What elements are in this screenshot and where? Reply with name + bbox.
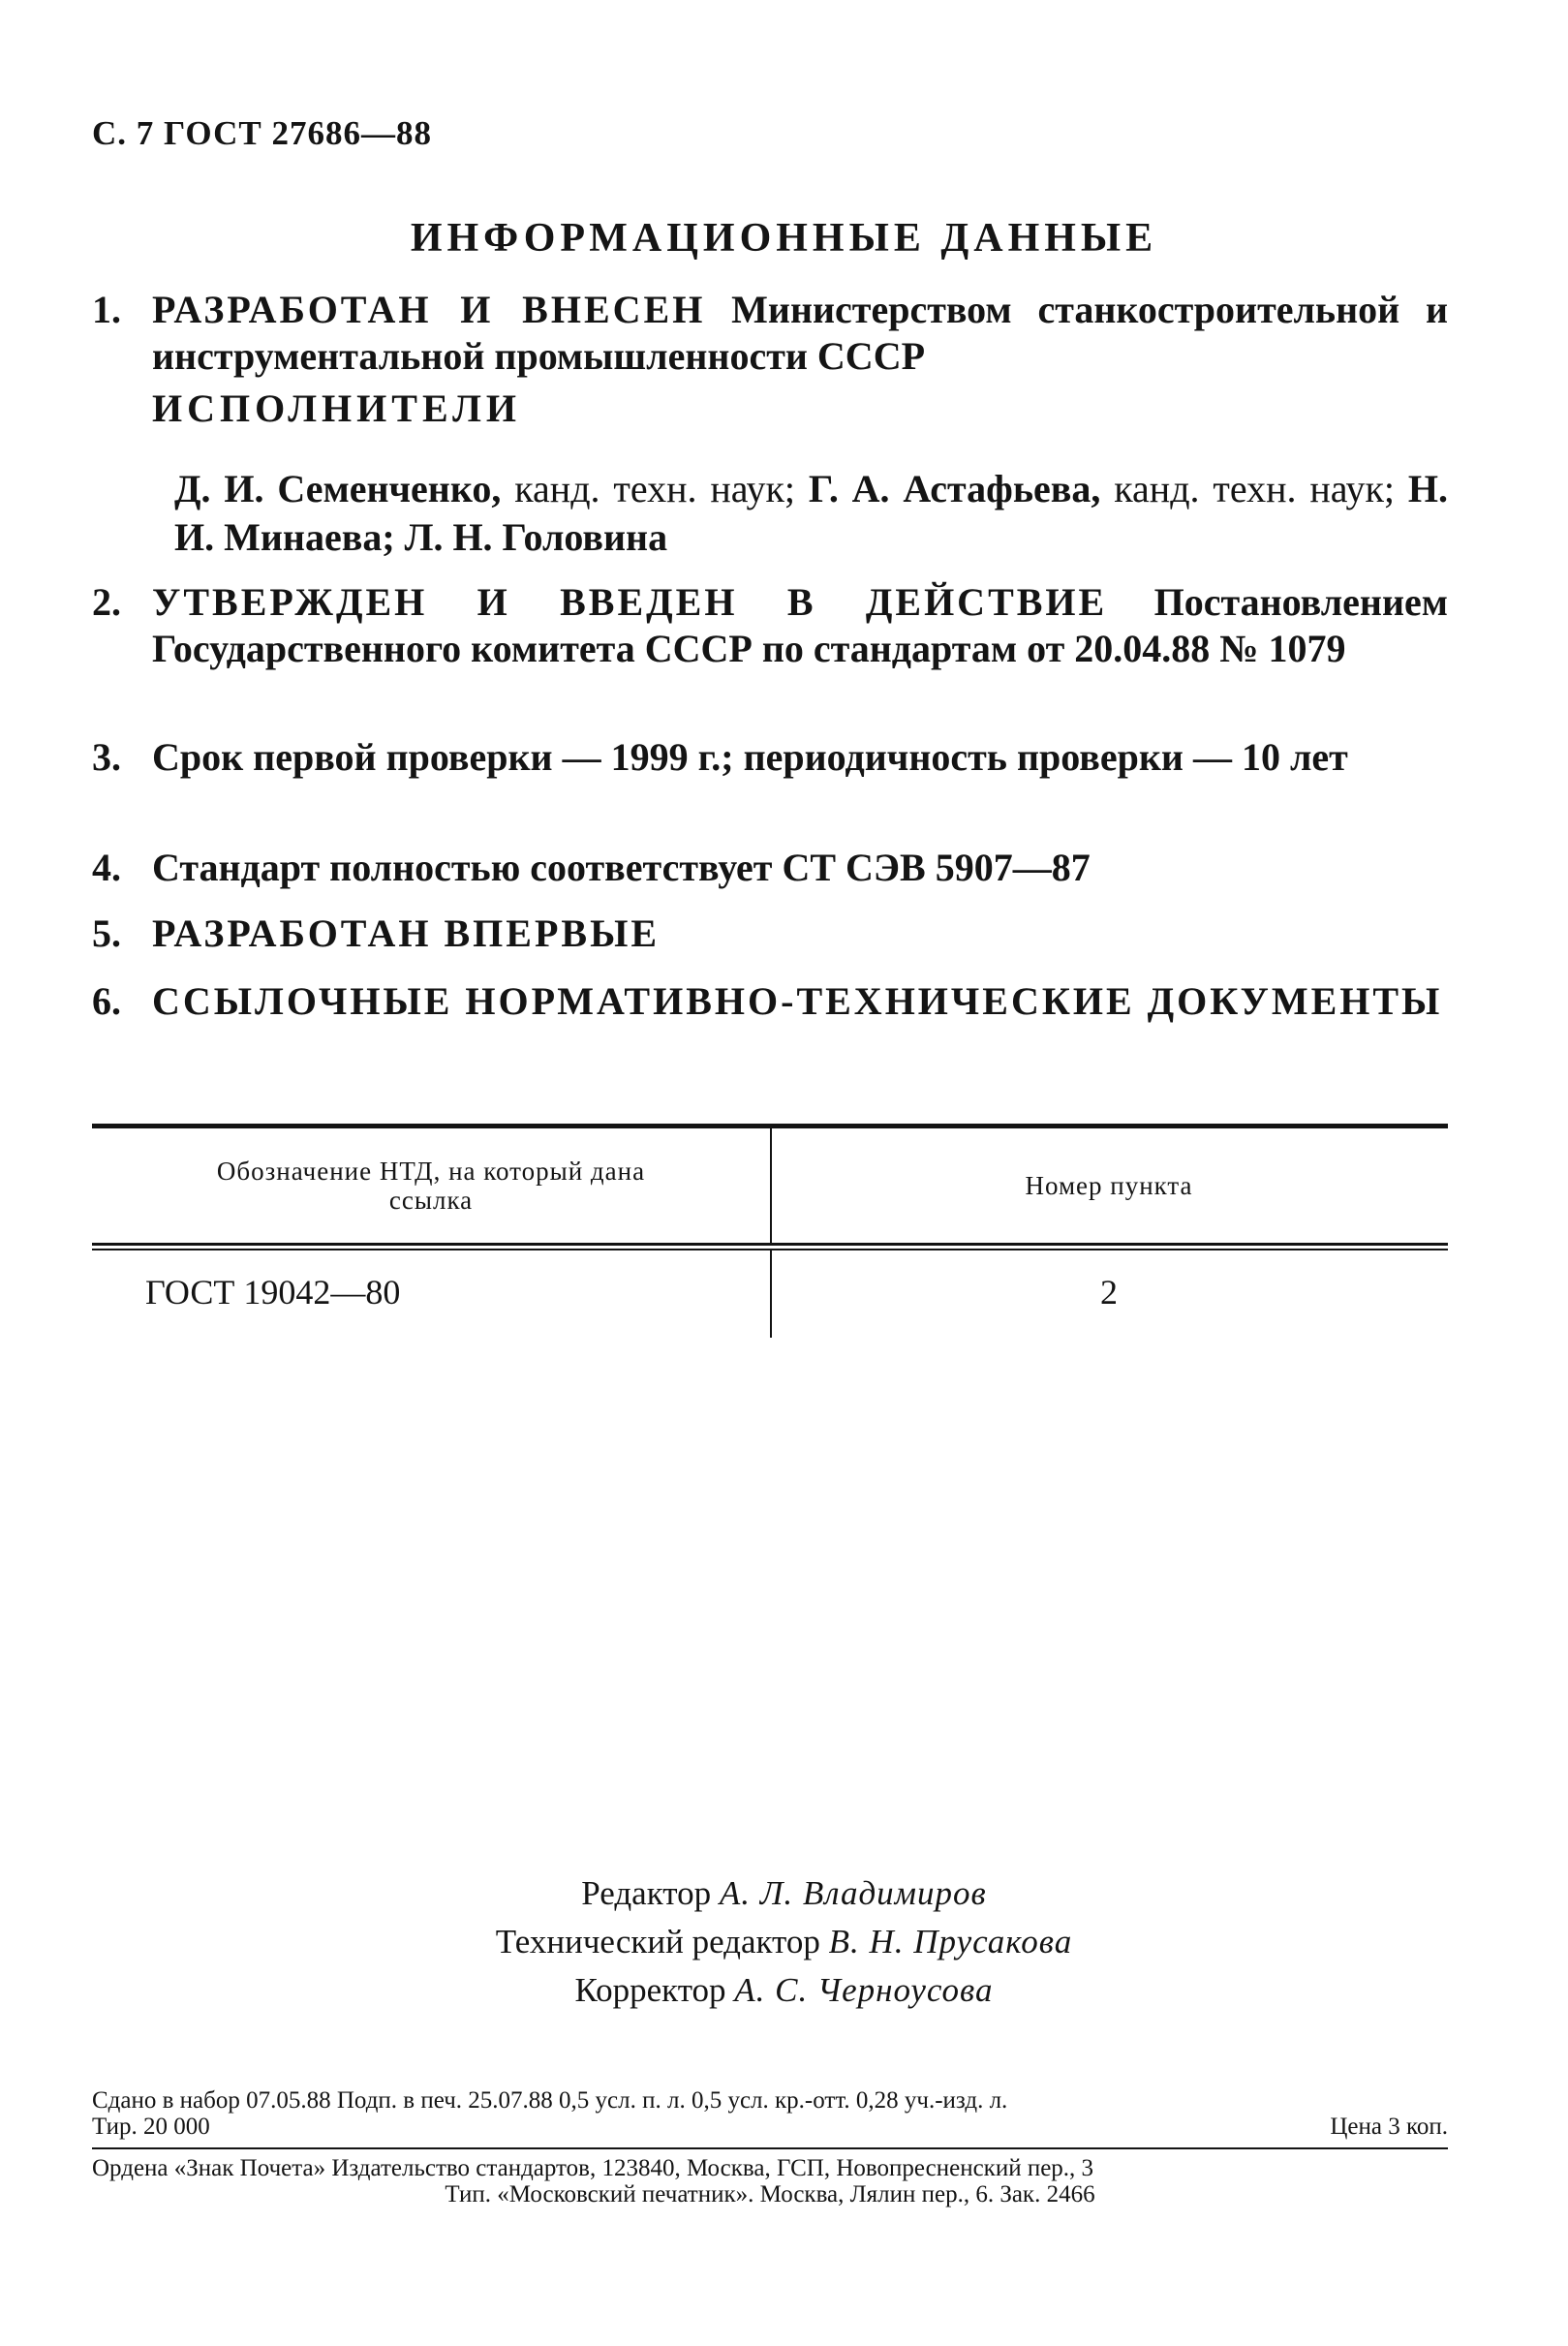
credit-editor xyxy=(0,1869,1568,1918)
credits xyxy=(0,1869,1568,2015)
print-run: Тир. 20 000 xyxy=(92,2114,210,2140)
item-number: 1. xyxy=(92,288,121,331)
credit-role: Корректор xyxy=(574,1971,726,2009)
header-cell-clause: Номер пункта xyxy=(1025,1171,1193,1200)
executor-title: канд. техн. наук; xyxy=(1114,467,1396,510)
item-number: 4. xyxy=(92,846,121,889)
executor-name: Г. А. Астафьева, xyxy=(808,467,1101,510)
printing-house-line: Тип. «Московский печатник». Москва, Лялин пер., 6. Зак. 2466 xyxy=(445,2181,1095,2207)
item-lead: РАЗРАБОТАН И ВНЕСЕН xyxy=(152,288,706,331)
table-row xyxy=(92,1250,1448,1357)
info-item-3 xyxy=(92,734,1448,781)
credit-name: В. Н. Прусакова xyxy=(828,1923,1073,1960)
info-item-6 xyxy=(92,978,1448,1025)
info-item-2 xyxy=(92,579,1448,672)
item-text: Срок первой проверки — 1999 г.; периодичность проверки — 10 лет xyxy=(152,735,1348,779)
item-number: 6. xyxy=(92,979,121,1023)
publisher-line: Ордена «Знак Почета» Издательство стандартов, 123840, Москва, ГСП, Новопресненский пер., 3 xyxy=(92,2155,1094,2181)
imprint-line-1: Сдано в набор 07.05.88 Подп. в печ. 25.07.88 0,5 усл. п. л. 0,5 усл. кр.-отт. 0,28 уч.-изд. л. xyxy=(92,2087,1008,2114)
info-item-5 xyxy=(92,911,1448,957)
item-text: Постановлением Государственного комитета СССР по стандартам от 20.04.88 № 1079 xyxy=(152,580,1448,670)
imprint-rule xyxy=(92,2147,1448,2149)
header-cell-designation: Обозначение НТД, на который дана ссылка xyxy=(216,1157,646,1215)
executor-name: Н. И. Минаева; xyxy=(174,467,1449,559)
info-item-1 xyxy=(92,287,1448,380)
page-header: С. 7 ГОСТ 27686—88 xyxy=(92,114,432,152)
item-number: 2. xyxy=(92,580,121,624)
item-text: Министерством станкостроительной и инструментальной промышленности СССР xyxy=(152,288,1449,378)
credit-name: А. С. Черноусова xyxy=(734,1971,994,2009)
executor-title: канд. техн. наук; xyxy=(514,467,796,510)
executors-list xyxy=(174,465,1448,562)
price: Цена 3 коп. xyxy=(1330,2114,1448,2140)
credit-role: Технический редактор xyxy=(495,1923,820,1960)
printer-info xyxy=(92,2155,1448,2207)
item-lead: РАЗРАБОТАН ВПЕРВЫЕ xyxy=(152,911,661,955)
credit-role: Редактор xyxy=(581,1874,712,1912)
item-lead: ССЫЛОЧНЫЕ НОРМАТИВНО-ТЕХНИЧЕСКИЕ ДОКУМЕНТЫ xyxy=(152,979,1443,1023)
item-text: Стандарт полностью соответствует СТ СЭВ 5907—87 xyxy=(152,846,1091,889)
table-header xyxy=(92,1128,1448,1243)
cell-clause: 2 xyxy=(1100,1273,1118,1312)
credit-tech-editor xyxy=(0,1918,1568,1966)
imprint-line-2 xyxy=(92,2114,1448,2140)
info-item-4 xyxy=(92,845,1448,891)
cell-designation: ГОСТ 19042—80 xyxy=(145,1273,401,1312)
item-lead: УТВЕРЖДЕН И ВВЕДЕН В ДЕЙСТВИЕ xyxy=(152,580,1108,624)
table-header-rule xyxy=(92,1243,1448,1246)
imprint xyxy=(92,2087,1448,2140)
executor-name: Д. И. Семенченко, xyxy=(174,467,502,510)
credit-proofreader xyxy=(0,1966,1568,2015)
info-title: ИНФОРМАЦИОННЫЕ ДАННЫЕ xyxy=(410,216,1158,261)
reference-table xyxy=(92,1124,1448,1357)
item-number: 3. xyxy=(92,735,121,779)
executor-name: Л. Н. Головина xyxy=(404,515,668,559)
credit-name: А. Л. Владимиров xyxy=(719,1874,987,1912)
item-number: 5. xyxy=(92,911,121,955)
executors-heading: ИСПОЛНИТЕЛИ xyxy=(152,386,522,430)
